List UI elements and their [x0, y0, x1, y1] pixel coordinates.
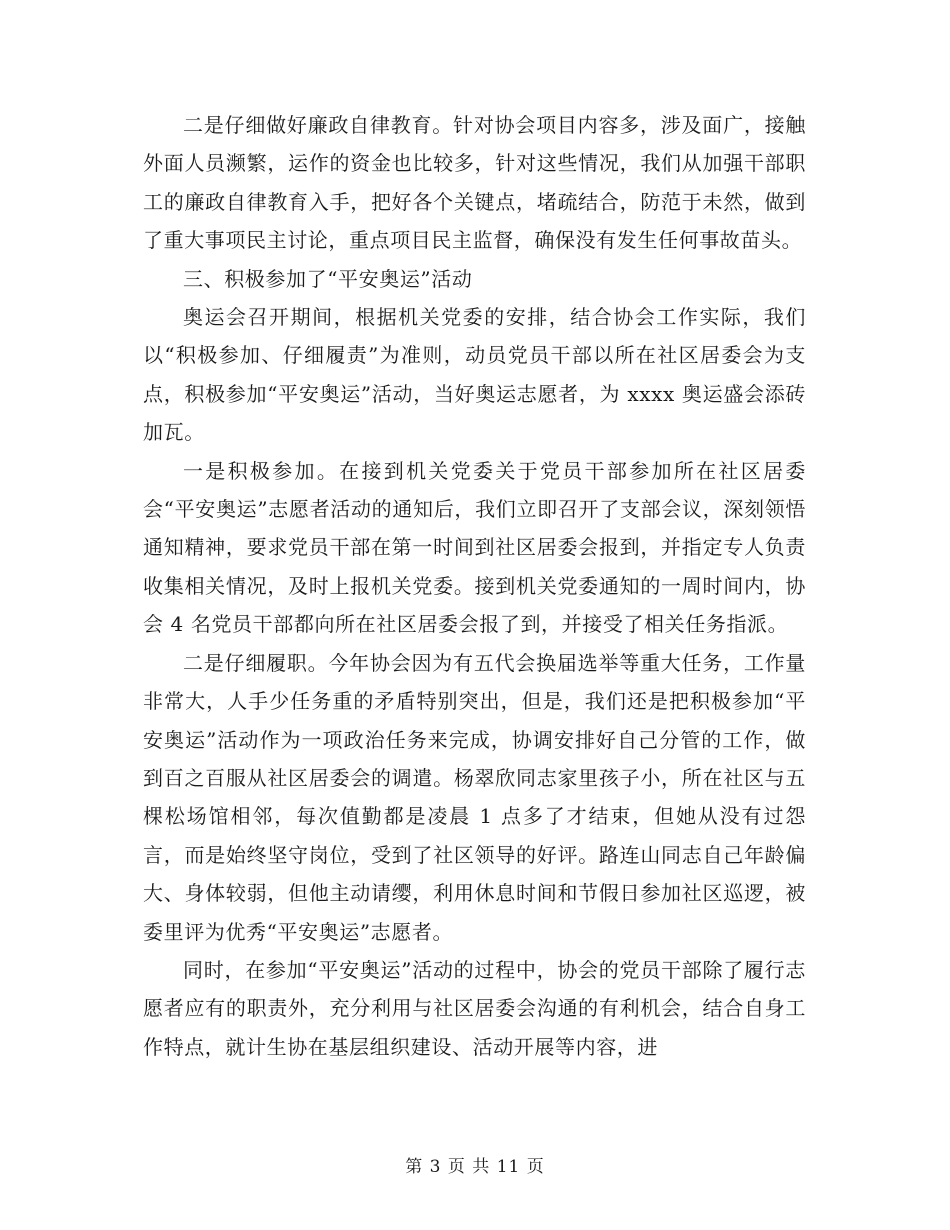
paragraph-integrity-education: 二是仔细做好廉政自律教育。针对协会项目内容多，涉及面广，接触外面人员濒繁，运作的资金也比较多，针对这些情况，我们从加强干部职工的廉政自律教育入手，把好各个关键点，堵疏结合，防范于未然，做到了重大事项民主讨论，重点项目民主监督，确保没有发生任何事故苗头。 [143, 113, 806, 253]
paragraph-meanwhile: 同时，在参加“平安奥运”活动的过程中，协会的党员干部除了履行志愿者应有的职责外，充分利用与社区居委会沟通的有利机会，结合自身工作特点，就计生协在基层组织建设、活动开展等内容，进 [143, 957, 806, 1059]
page-number-footer: 第 3 页 共 11 页 [405, 1157, 545, 1177]
document-body [143, 106, 806, 1066]
paragraph-active-participation: 一是积极参加。在接到机关党委关于党员干部参加所在社区居委会“平安奥运”志愿者活动的通知后，我们立即召开了支部会议，深刻领悟通知精神，要求党员干部在第一时间到社区居委会报到，并指定专人负责收集相关情况，及时上报机关党委。接到机关党委通知的一周时间内，协会 4 名党员干部都向所在社区居委会报了到，并接受了相关任务指派。 [143, 458, 806, 637]
paragraph-olympics-overview: 奥运会召开期间，根据机关党委的安排，结合协会工作实际，我们以“积极参加、仔细履责”为准则，动员党员干部以所在社区居委会为支点，积极参加“平安奥运”活动，当好奥运志愿者，为 xxxx 奥运盛会添砖加瓦。 [143, 305, 806, 445]
section-heading-safe-olympics: 三、积极参加了“平安奥运”活动 [183, 266, 473, 291]
paragraph-careful-duty: 二是仔细履职。今年协会因为有五代会换届选举等重大任务，工作量非常大，人手少任务重的矛盾特别突出，但是，我们还是把积极参加“平安奥运”活动作为一项政治任务来完成，协调安排好自己分管的工作，做到百之百服从社区居委会的调遣。杨翠欣同志家里孩子小，所在社区与五棵松场馆相邻，每次值勤都是凌晨 1 点多了才结束，但她从没有过怨言，而是始终坚守岗位，受到了社区领导的好评。路连山同志自己年龄偏大、身体较弱，但他主动请缨，利用休息时间和节假日参加社区巡逻，被委里评为优秀“平安奥运”志愿者。 [143, 650, 806, 944]
